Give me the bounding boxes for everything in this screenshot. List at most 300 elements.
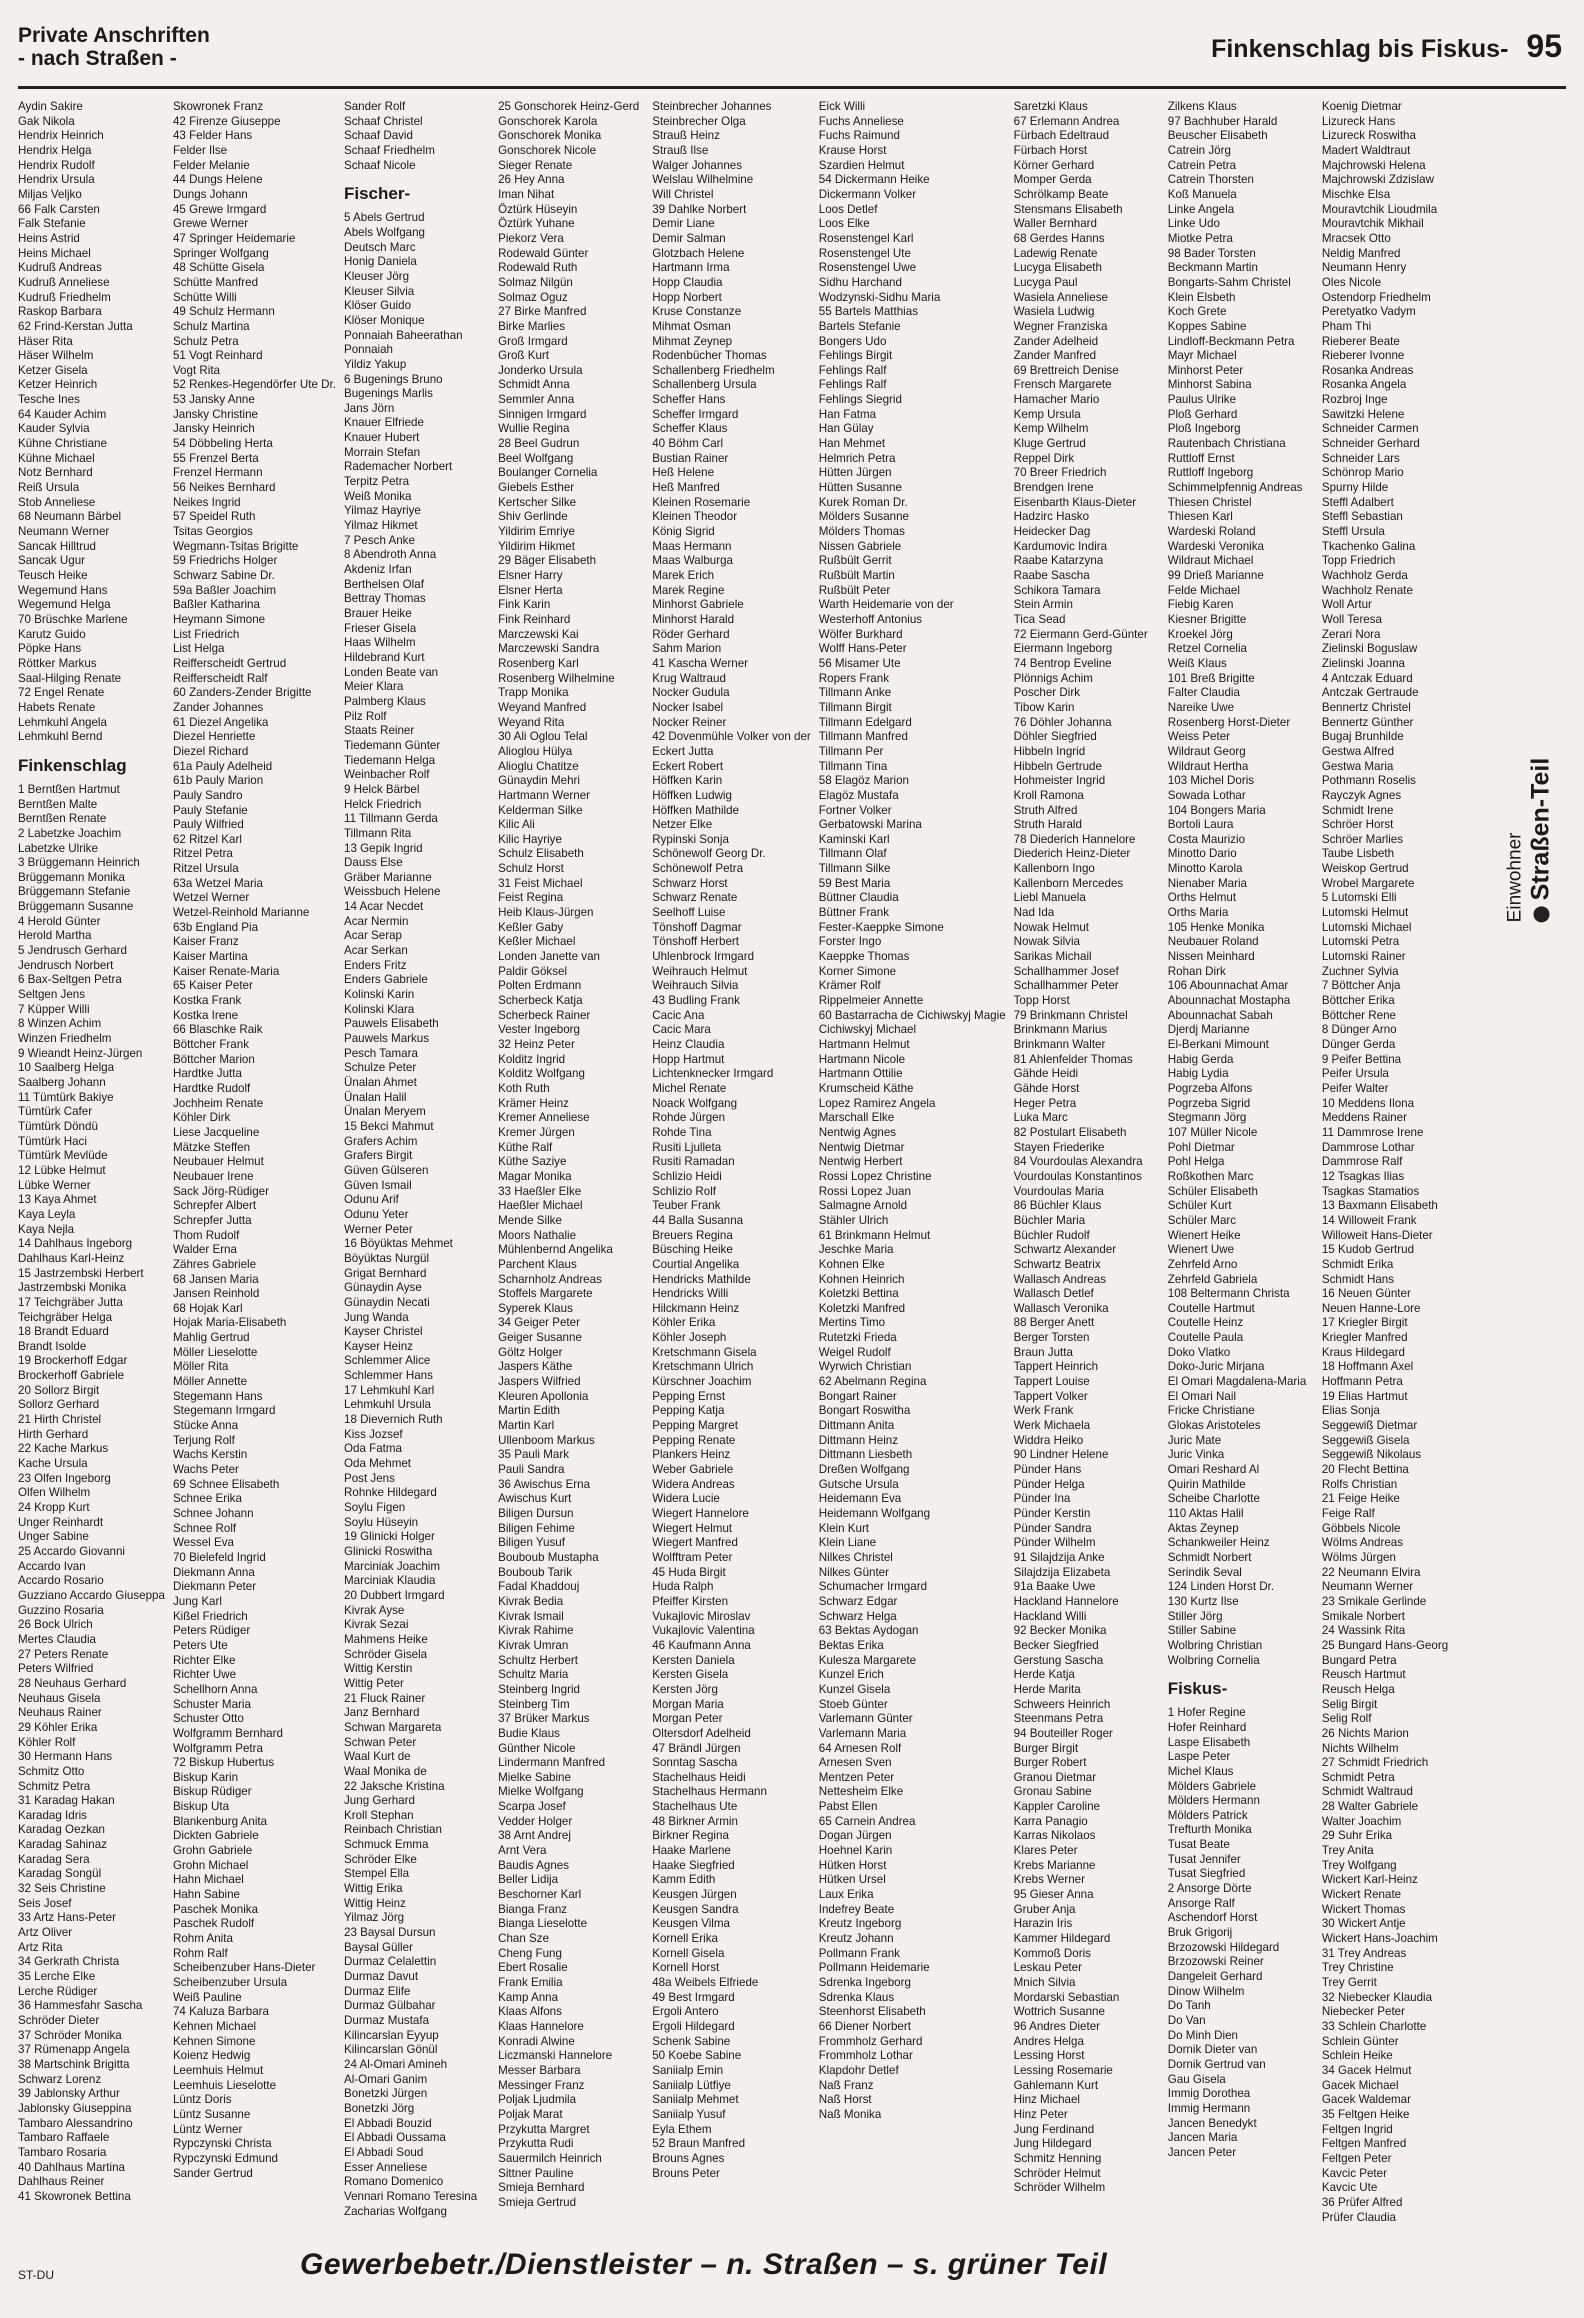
resident-entry: Karras Nikolaos <box>1013 1829 1096 1843</box>
resident-entry: Zilkens Klaus <box>1167 100 1237 113</box>
resident-entry: Richter Elke <box>172 1653 236 1667</box>
resident-entry: Grigat Bernhard <box>344 1266 427 1280</box>
resident-entry: Hirth Gerhard <box>18 1427 89 1441</box>
resident-entry: Kivrak Sezai <box>344 1618 409 1632</box>
resident-entry: Andres Helga <box>1013 2034 1084 2048</box>
resident-entry: Mertins Timo <box>818 1316 886 1330</box>
resident-entry: Karadag Sera <box>18 1852 90 1866</box>
resident-entry: Ketzer Gisela <box>18 363 88 377</box>
resident-entry: Granou Dietmar <box>1013 1770 1097 1784</box>
resident-entry: Heß Manfred <box>652 481 720 495</box>
resident-entry: 8 Abendroth Anna <box>344 548 437 562</box>
resident-entry: Seltgen Jens <box>18 988 86 1002</box>
resident-entry: 23 Baysal Dursun <box>344 1926 436 1940</box>
resident-entry: Juric Mate <box>1167 1433 1222 1447</box>
resident-entry: Keusgen Vilma <box>652 1917 730 1931</box>
resident-entry: Koth Ruth <box>498 1081 550 1095</box>
resident-entry: Tambaro Alessandrino <box>18 2116 133 2130</box>
resident-entry: Kroll Stephan <box>344 1808 414 1822</box>
resident-entry: Gau Gisela <box>1167 2072 1226 2086</box>
resident-entry: 54 Döbbeling Herta <box>172 437 273 451</box>
resident-entry: Weihrauch Helmut <box>652 964 748 978</box>
resident-entry: Helmrich Petra <box>818 451 896 465</box>
resident-entry: Selig Birgit <box>1321 1697 1378 1711</box>
resident-entry: Pepping Katja <box>652 1404 725 1418</box>
resident-entry: Ünalan Halil <box>344 1090 407 1104</box>
resident-entry: Häser Rita <box>18 334 73 348</box>
resident-entry: Rypinski Sonja <box>652 832 729 846</box>
resident-entry: Taube Lisbeth <box>1321 847 1395 861</box>
resident-entry: Cacic Ana <box>652 1008 705 1022</box>
resident-entry: Kemp Wilhelm <box>1013 422 1089 436</box>
resident-entry: Braun Jutta <box>1013 1345 1073 1359</box>
resident-entry: Romano Domenico <box>344 2175 444 2189</box>
resident-entry: Brendgen Irene <box>1013 481 1094 495</box>
resident-entry: Nad Ida <box>1013 906 1055 920</box>
resident-entry: Neldig Manfred <box>1321 246 1401 260</box>
resident-entry: Werner Peter <box>344 1222 413 1236</box>
resident-entry: Michel Klaus <box>1167 1764 1234 1778</box>
resident-entry: Schröder Wilhelm <box>1013 2181 1106 2195</box>
resident-entry: Kilic Hayriye <box>498 832 562 846</box>
resident-entry: Tesche Ines <box>18 393 80 407</box>
resident-entry: Winzen Friedhelm <box>18 1032 112 1046</box>
resident-entry: Mnich Silvia <box>1013 1976 1076 1989</box>
resident-entry: Heidemann Eva <box>818 1492 902 1506</box>
resident-entry: Nareike Uwe <box>1167 700 1235 714</box>
resident-entry: Tümtürk Döndü <box>18 1119 98 1133</box>
resident-entry: Heidemann Wolfgang <box>818 1507 931 1520</box>
footer-banner: Gewerbebetr./Dienstleister – n. Straßen – s. grüner Teil <box>300 2248 1108 2281</box>
resident-entry: Widdra Heiko <box>1013 1433 1084 1447</box>
resident-entry: 21 Feige Heike <box>1321 1492 1400 1506</box>
resident-entry: Köhler Erika <box>652 1316 716 1330</box>
resident-entry: Kaiser Franz <box>172 935 239 949</box>
resident-entry: Tambaro Raffaele <box>18 2131 110 2145</box>
resident-entry: Pauly Sandro <box>172 788 243 802</box>
resident-entry: 9 Wieandt Heinz-Jürgen <box>18 1046 143 1060</box>
resident-entry: Jendrusch Norbert <box>18 958 114 972</box>
resident-entry: Wullie Regina <box>498 422 570 436</box>
resident-entry: Weyand Manfred <box>498 700 587 714</box>
resident-entry: 43 Felder Hans <box>172 129 253 143</box>
resident-entry: Durmaz Gülbahar <box>344 1999 436 2013</box>
resident-entry: Fortner Volker <box>818 803 892 817</box>
resident-entry: Zähres Gabriele <box>172 1257 257 1271</box>
resident-entry: Seggewiß Gisela <box>1321 1433 1410 1447</box>
resident-entry: 53 Jansky Anne <box>172 393 255 407</box>
resident-entry: 69 Brettreich Denise <box>1013 363 1119 377</box>
resident-entry: 10 Saalberg Helga <box>18 1061 115 1075</box>
resident-entry: Sander Rolf <box>344 100 406 113</box>
resident-entry: Thom Rudolf <box>172 1228 240 1242</box>
resident-entry: Han Mehmet <box>818 437 886 451</box>
resident-entry: Rohde Jürgen <box>652 1111 726 1125</box>
resident-entry: 60 Zanders-Zender Brigitte <box>172 686 312 700</box>
resident-entry: Rutetzki Frieda <box>818 1331 897 1345</box>
resident-entry: 33 Haeßler Elke <box>498 1184 582 1198</box>
resident-entry: Gacek Michael <box>1321 2078 1399 2092</box>
resident-entry: Wallasch Detlef <box>1013 1287 1094 1301</box>
resident-entry: Schmidt Norbert <box>1167 1550 1252 1564</box>
resident-entry: Jancen Peter <box>1167 2145 1237 2159</box>
resident-entry: Alioglou Hülya <box>498 744 573 758</box>
resident-entry: Linke Angela <box>1167 202 1235 216</box>
resident-entry: Wegemund Helga <box>18 598 111 612</box>
resident-entry: Lübke Werner <box>18 1178 91 1192</box>
street-heading: Fiskus- <box>1167 1679 1228 1699</box>
resident-entry: Stachelhaus Heidi <box>652 1770 746 1784</box>
resident-entry: Vester Ingeborg <box>498 1023 580 1037</box>
resident-entry: Pepping Ernst <box>652 1389 726 1403</box>
header-subtitle: - nach Straßen - <box>18 47 177 70</box>
resident-entry: Hilckmann Heinz <box>652 1301 740 1315</box>
resident-entry: Catrein Petra <box>1167 158 1237 172</box>
resident-entry: Groß Irmgard <box>498 334 568 348</box>
resident-entry: Rautenbach Christiana <box>1167 437 1286 451</box>
resident-entry: Mätzke Steffen <box>172 1140 251 1154</box>
resident-entry: Wachs Kerstin <box>172 1448 248 1462</box>
resident-entry: 24 Wassink Rita <box>1321 1624 1406 1638</box>
resident-entry: Weiß Klaus <box>1167 656 1227 670</box>
resident-entry: Röttker Markus <box>18 656 97 670</box>
resident-entry: Dickten Gabriele <box>172 1829 259 1843</box>
resident-entry: Widera Andreas <box>652 1477 735 1491</box>
resident-entry: Poljak Ljudmila <box>498 2093 577 2107</box>
resident-entry: Böttcher Marion <box>172 1052 255 1066</box>
resident-entry: Koletzki Manfred <box>818 1301 906 1315</box>
resident-entry: Moors Nathalie <box>498 1228 577 1242</box>
resident-entry: El Abbadi Oussama <box>344 2131 446 2145</box>
resident-entry: Raskop Barbara <box>18 305 102 319</box>
resident-entry: El Omari Magdalena-Maria <box>1167 1375 1307 1389</box>
resident-entry: 45 Huda Birgit <box>652 1565 726 1579</box>
resident-entry: 52 Renkes-Hegendörfer Ute Dr. <box>172 378 336 392</box>
resident-entry: Tillmann Olaf <box>818 847 887 861</box>
resident-entry: Schaaf Christel <box>344 114 423 128</box>
resident-entry: Tillmann Birgit <box>818 700 892 714</box>
directory-column <box>18 100 165 2240</box>
resident-entry: Hibbeln Gertrude <box>1013 759 1102 773</box>
resident-entry: Stiller Jörg <box>1167 1609 1223 1623</box>
resident-entry: Omari Reshard Al <box>1167 1463 1260 1477</box>
resident-entry: Wildraut Georg <box>1167 744 1246 758</box>
resident-entry: Wittig Kerstin <box>344 1662 413 1676</box>
resident-entry: 28 Neuhaus Gerhard <box>18 1676 127 1690</box>
resident-entry: Brüggemann Monika <box>18 870 125 884</box>
resident-entry: Elsner Herta <box>498 583 563 597</box>
resident-entry: Jablonsky Giuseppina <box>18 2101 132 2115</box>
resident-entry: Mouravtchik Mikhail <box>1321 217 1424 231</box>
resident-entry: Kilic Ali <box>498 818 535 832</box>
resident-entry: Morrain Stefan <box>344 445 421 459</box>
resident-entry: Tillmann Anke <box>818 686 892 700</box>
resident-entry: Gonschorek Nicole <box>498 143 597 157</box>
resident-entry: Teuber Frank <box>652 1199 721 1213</box>
resident-entry: Walger Johannes <box>652 158 743 172</box>
resident-entry: 57 Speidel Ruth <box>172 510 256 524</box>
resident-entry: Mouravtchik Lioudmila <box>1321 202 1438 216</box>
resident-entry: Gonschorek Monika <box>498 129 602 143</box>
resident-entry: Mayr Michael <box>1167 349 1237 363</box>
resident-entry: Majchrowski Zdzislaw <box>1321 173 1434 187</box>
resident-entry: 22 Jaksche Kristina <box>344 1779 445 1793</box>
resident-entry: 35 Feltgen Heike <box>1321 2107 1410 2121</box>
resident-entry: Courtial Angelika <box>652 1257 740 1271</box>
resident-entry: 67 Erlemann Andrea <box>1013 114 1120 128</box>
resident-entry: Rußbült Gerrit <box>818 554 892 568</box>
resident-entry: Rohm Anita <box>172 1932 233 1946</box>
resident-entry: 26 Nichts Marion <box>1321 1726 1409 1740</box>
resident-entry: 21 Hirth Christel <box>18 1413 102 1427</box>
resident-entry: 68 Jansen Maria <box>172 1272 259 1286</box>
resident-entry: Fricke Christiane <box>1167 1404 1255 1418</box>
resident-entry: Schmidt Irene <box>1321 803 1394 817</box>
resident-entry: Zehrfeld Gabriela <box>1167 1272 1258 1286</box>
resident-entry: Tillmann Tina <box>818 759 888 773</box>
resident-entry: Mölders Hermann <box>1167 1794 1260 1808</box>
resident-entry: Feltgen Ingrid <box>1321 2122 1393 2136</box>
resident-entry: Silajdzija Elizabeta <box>1013 1565 1111 1579</box>
resident-entry: Beschorner Karl <box>498 1888 582 1902</box>
resident-entry: 106 Abounnachat Amar <box>1167 979 1289 993</box>
resident-entry: Bianga Lieselotte <box>498 1917 588 1931</box>
resident-entry: Loos Elke <box>818 217 870 231</box>
resident-entry: Seggewiß Nikolaus <box>1321 1448 1422 1462</box>
resident-entry: Scherbeck Katja <box>498 994 583 1008</box>
resident-entry: Zander Manfred <box>1013 349 1097 363</box>
resident-entry: Zacharias Wolfgang <box>344 2204 447 2218</box>
resident-entry: 6 Bugenings Bruno <box>344 372 443 386</box>
resident-entry: Saniialp Yusuf <box>652 2107 726 2121</box>
resident-entry: Güven Gülseren <box>344 1163 429 1177</box>
resident-entry: Jans Jörn <box>344 401 395 415</box>
resident-entry: 61 Brinkmann Helmut <box>818 1228 931 1242</box>
resident-entry: Gestwa Maria <box>1321 759 1394 773</box>
resident-entry: Minhorst Harald <box>652 612 735 626</box>
resident-entry: Oda Mehmet <box>344 1457 412 1471</box>
resident-entry: Gerstung Sascha <box>1013 1653 1104 1667</box>
resident-entry: Shiv Gerlinde <box>498 510 568 524</box>
resident-entry: Stücke Anna <box>172 1419 239 1433</box>
resident-entry: Dogan Jürgen <box>818 1829 892 1843</box>
resident-entry: 68 Neumann Bärbel <box>18 510 122 524</box>
resident-entry: Nowak Helmut <box>1013 920 1090 934</box>
resident-entry: 47 Brändl Jürgen <box>652 1741 741 1755</box>
resident-entry: Fink Reinhard <box>498 612 571 626</box>
resident-entry: Semmler Anna <box>498 393 575 407</box>
resident-entry: 7 Küpper Willi <box>18 1002 90 1016</box>
resident-entry: Schröder Dieter <box>18 2014 100 2027</box>
resident-entry: Gak Nikola <box>18 114 75 128</box>
resident-entry: Sidhu Harchand <box>818 275 902 289</box>
resident-entry: Pünder Sandra <box>1013 1521 1092 1535</box>
resident-entry: Staats Reiner <box>344 724 415 738</box>
resident-entry: Göbbels Nicole <box>1321 1521 1401 1535</box>
resident-entry: 13 Baxmann Elisabeth <box>1321 1199 1438 1213</box>
resident-entry: 44 Balla Susanna <box>652 1213 744 1227</box>
resident-entry: Schneider Carmen <box>1321 422 1419 436</box>
resident-entry: Wienert Uwe <box>1167 1243 1235 1257</box>
resident-entry: Wardeski Roland <box>1167 525 1256 539</box>
resident-entry: Acar Nermin <box>344 914 409 928</box>
resident-entry: Djerdj Marianne <box>1167 1023 1250 1037</box>
resident-entry: Felder Melanie <box>172 158 250 172</box>
resident-entry: Post Jens <box>344 1471 395 1485</box>
resident-entry: Peters Ute <box>172 1638 228 1652</box>
resident-entry: Ploß Gerhard <box>1167 407 1238 421</box>
resident-entry: Kamm Edith <box>652 1873 716 1887</box>
resident-entry: Leemhuis Lieselotte <box>172 2078 277 2092</box>
resident-entry: 22 Kache Markus <box>18 1442 109 1456</box>
resident-entry: 64 Kauder Achim <box>18 407 107 421</box>
resident-entry: Nienaber Maria <box>1167 876 1248 890</box>
resident-entry: Kardumovic Indira <box>1013 539 1108 553</box>
resident-entry: Majchrowski Helena <box>1321 158 1426 172</box>
resident-entry: Syperek Klaus <box>498 1301 573 1315</box>
resident-entry: Wickert Renate <box>1321 1888 1402 1902</box>
resident-entry: Dungs Johann <box>172 187 248 201</box>
resident-entry: Weissbuch Helene <box>344 885 441 899</box>
resident-entry: Heinz Claudia <box>652 1038 725 1051</box>
resident-entry: Haas Wilhelm <box>344 636 416 650</box>
page-code: ST-DU <box>18 2268 54 2282</box>
resident-entry: Antczak Gertraude <box>1321 686 1419 700</box>
resident-entry: 60 Bastarracha de Cichiwskyj Magie <box>818 1008 1006 1022</box>
resident-entry: Schönewolf Petra <box>652 862 744 876</box>
resident-entry: Neuhaus Rainer <box>18 1706 102 1720</box>
resident-entry: Ebert Rosalie <box>498 1961 568 1975</box>
resident-entry: Schuster Maria <box>172 1697 251 1711</box>
resident-entry: 59a Baßler Joachim <box>172 583 277 597</box>
resident-entry: Tillmann Per <box>818 744 884 758</box>
resident-entry: Lutomski Petra <box>1321 935 1400 949</box>
resident-entry: Scherbeck Rainer <box>498 1008 591 1022</box>
resident-entry: Mühlenbernd Angelika <box>498 1243 613 1257</box>
resident-entry: 105 Henke Monika <box>1167 920 1265 934</box>
resident-entry: Kilincarslan Eyyup <box>344 2028 439 2042</box>
resident-entry: 14 Acar Necdet <box>344 900 424 914</box>
resident-entry: 18 Hoffmann Axel <box>1321 1360 1414 1374</box>
resident-entry: 104 Bongers Maria <box>1167 803 1266 817</box>
resident-entry: Peretyatko Vadym <box>1321 305 1416 319</box>
resident-entry: Klöser Monique <box>344 313 425 327</box>
resident-entry: Varlemann Maria <box>818 1726 907 1740</box>
resident-entry: 98 Bader Torsten <box>1167 246 1256 260</box>
resident-entry: 42 Dovenmühle Volker von der <box>652 730 811 744</box>
resident-entry: 95 Gieser Anna <box>1013 1888 1094 1902</box>
resident-entry: Krause Horst <box>818 143 887 157</box>
resident-entry: 2 Ansorge Dörte <box>1167 1882 1252 1896</box>
resident-entry: Wolff Hans-Peter <box>818 642 907 656</box>
resident-entry: Brinkmann Walter <box>1013 1038 1106 1051</box>
resident-entry: Noack Wolfgang <box>652 1096 738 1110</box>
resident-entry: Londen Beate van <box>344 665 439 679</box>
resident-entry: Hütten Susanne <box>818 481 902 495</box>
resident-entry: Weiskop Gertrud <box>1321 862 1409 876</box>
resident-entry: Feige Ralf <box>1321 1507 1375 1520</box>
resident-entry: Kavcic Peter <box>1321 2166 1387 2180</box>
resident-entry: Ritzel Ursula <box>172 862 239 876</box>
resident-entry: Awischus Kurt <box>498 1492 572 1506</box>
resident-entry: Rodewald Ruth <box>498 261 578 275</box>
resident-entry: Huda Ralph <box>652 1580 714 1594</box>
resident-entry: Coutelle Hartmut <box>1167 1301 1255 1315</box>
resident-entry: Mende Silke <box>498 1213 562 1227</box>
resident-entry: Schrepfer Jutta <box>172 1213 252 1227</box>
directory-column <box>1014 100 1160 2240</box>
resident-entry: Nocker Gudula <box>652 686 730 700</box>
resident-entry: Rohm Ralf <box>172 1946 228 1960</box>
resident-entry: Akdeniz Irfan <box>344 563 412 577</box>
resident-entry: Dinow Wilhelm <box>1167 1984 1245 1998</box>
resident-entry: Unger Sabine <box>18 1530 89 1544</box>
resident-entry: Grafers Achim <box>344 1134 418 1148</box>
resident-entry: Köhler Rolf <box>18 1735 76 1749</box>
resident-entry: Lüntz Doris <box>172 2093 232 2107</box>
resident-entry: Hahn Sabine <box>172 1888 240 1902</box>
resident-entry: Yilmaz Hayriye <box>344 504 421 518</box>
resident-entry: 51 Vogt Reinhard <box>172 349 263 363</box>
resident-entry: Lizureck Hans <box>1321 114 1396 128</box>
resident-entry: Kache Ursula <box>18 1457 88 1471</box>
resident-entry: 96 Andres Dieter <box>1013 2019 1100 2033</box>
resident-entry: Günaydin Ayse <box>344 1281 422 1295</box>
resident-entry: Tümtürk Mevlüde <box>18 1149 108 1163</box>
resident-entry: Schröder Gisela <box>344 1647 428 1661</box>
resident-entry: Rohan Dirk <box>1167 964 1226 978</box>
resident-entry: 27 Peters Renate <box>18 1647 109 1661</box>
resident-entry: Minotto Dario <box>1167 847 1237 861</box>
resident-entry: 1 Berntßen Hartmut <box>18 782 120 796</box>
resident-entry: Böttcher Erika <box>1321 994 1395 1008</box>
resident-entry: Han Fatma <box>818 407 877 421</box>
resident-entry: Jancen Maria <box>1167 2131 1238 2145</box>
resident-entry: Stob Anneliese <box>18 495 96 509</box>
resident-entry: Schweers Heinrich <box>1013 1697 1111 1711</box>
resident-entry: Bouboub Mustapha <box>498 1550 599 1564</box>
resident-entry: Nentwig Agnes <box>818 1125 897 1139</box>
resident-entry: Schellhorn Anna <box>172 1682 258 1696</box>
resident-entry: Günaydin Mehri <box>498 774 580 788</box>
resident-entry: Kersten Jörg <box>652 1682 718 1696</box>
resident-entry: Öztürk Hüseyin <box>498 202 578 216</box>
resident-entry: 68 Gerdes Hanns <box>1013 231 1105 245</box>
resident-entry: Diezel Richard <box>172 744 249 758</box>
resident-entry: Rosanka Angela <box>1321 378 1407 392</box>
resident-entry: Weber Gabriele <box>652 1463 734 1477</box>
resident-entry: Tusat Jennifer <box>1167 1852 1241 1866</box>
resident-entry: Möller Annette <box>172 1375 248 1389</box>
resident-entry: Kamp Anna <box>498 1990 559 2004</box>
resident-entry: 70 Breer Friedrich <box>1013 466 1107 480</box>
resident-entry: Falter Claudia <box>1167 686 1240 700</box>
resident-entry: Weigel Rudolf <box>818 1345 891 1359</box>
resident-entry: Stähler Ulrich <box>818 1213 889 1227</box>
resident-entry: Kretschmann Ulrich <box>652 1360 754 1374</box>
resident-entry: 4 Herold Günter <box>18 914 101 928</box>
resident-entry: Grewe Werner <box>172 217 249 231</box>
resident-entry: Schönrop Mario <box>1321 466 1404 480</box>
resident-entry: Welslau Wilhelmine <box>652 173 754 187</box>
resident-entry: Rusiti Ljulleta <box>652 1140 722 1154</box>
resident-entry: Maas Hermann <box>652 539 732 553</box>
resident-entry: Rossi Lopez Juan <box>818 1184 911 1198</box>
resident-entry: Plönnigs Achim <box>1013 671 1093 685</box>
resident-entry: Lutomski Michael <box>1321 920 1412 934</box>
resident-entry: Hojak Maria-Elisabeth <box>172 1316 287 1330</box>
resident-entry: Richter Uwe <box>172 1668 237 1682</box>
